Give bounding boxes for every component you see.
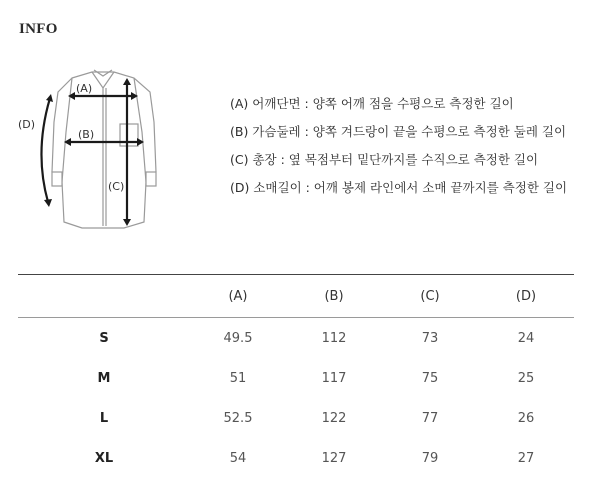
value-d: 26 [517, 410, 535, 426]
value-d: 25 [517, 370, 535, 386]
value-a: 52.5 [223, 410, 253, 426]
table-row [18, 398, 574, 438]
definition-a: (A) 어깨단면 : 양쪽 어깨 점을 수평으로 측정한 길이 [230, 96, 514, 111]
value-a: 51 [229, 370, 247, 386]
value-b: 122 [321, 410, 347, 426]
size-label: XL [94, 450, 114, 466]
arrowhead-d-top [46, 94, 53, 102]
arrowhead-d-bottom [44, 199, 52, 207]
table-row [18, 318, 574, 359]
header-d: (D) [515, 288, 537, 304]
diagram-label-b: (B) [78, 128, 95, 141]
value-b: 112 [321, 330, 347, 346]
value-a: 49.5 [223, 330, 253, 346]
size-table [18, 274, 574, 478]
diagram-label-a: (A) [76, 82, 93, 95]
value-c: 77 [421, 410, 439, 426]
value-b: 127 [321, 450, 347, 466]
page-title: INFO [19, 21, 58, 37]
definition-d: (D) 소매길이 : 어깨 봉제 라인에서 소매 끝까지를 측정한 길이 [230, 180, 568, 195]
size-label: M [97, 370, 111, 386]
value-d: 24 [517, 330, 535, 346]
definition-c: (C) 총장 : 옆 목점부터 밑단까지를 수직으로 측정한 길이 [230, 152, 539, 167]
header-b: (B) [324, 288, 344, 304]
header-c: (C) [420, 288, 440, 304]
value-c: 73 [421, 330, 439, 346]
value-a: 54 [229, 450, 247, 466]
shirt-icon [52, 70, 156, 228]
table-row [18, 358, 574, 398]
diagram-label-d: (D) [18, 118, 36, 131]
table-header-row [18, 275, 574, 318]
diagram-label-c: (C) [108, 180, 125, 193]
table-row [18, 438, 574, 478]
shirt-diagram [14, 62, 182, 242]
header-a: (A) [228, 288, 248, 304]
arrow-d [41, 98, 50, 202]
value-c: 75 [421, 370, 439, 386]
size-label: L [99, 410, 109, 426]
value-d: 27 [517, 450, 535, 466]
header-size [18, 275, 190, 318]
value-b: 117 [321, 370, 347, 386]
value-c: 79 [421, 450, 439, 466]
measurement-definitions [230, 92, 567, 204]
definition-b: (B) 가슴둘레 : 양쪽 겨드랑이 끝을 수평으로 측정한 둘레 길이 [230, 124, 567, 139]
size-label: S [99, 330, 109, 346]
